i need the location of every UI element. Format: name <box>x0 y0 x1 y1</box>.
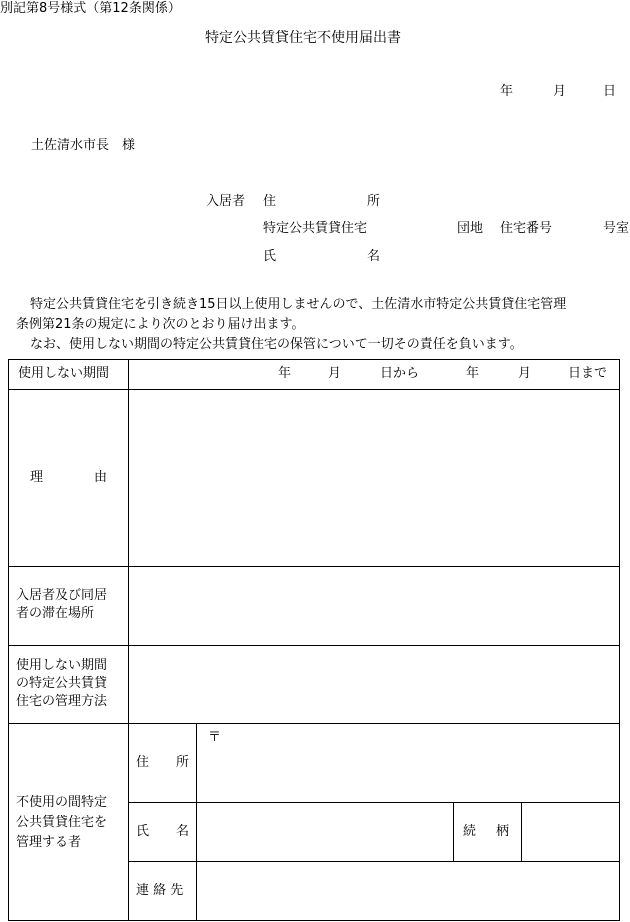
table-border-left <box>8 359 9 921</box>
contact-label: 連 絡 先 <box>136 883 184 898</box>
applicant-room-suffix: 号室 <box>603 221 630 236</box>
period-to-day: 日まで <box>568 366 608 381</box>
applicant-name-label-1: 氏 <box>263 249 277 264</box>
period-from-month: 月 <box>328 366 342 381</box>
management-label-2: の特定公共賃貸 <box>16 676 108 691</box>
date-month-label: 月 <box>553 84 567 99</box>
manager-label-1: 不使用の間特定 <box>16 795 108 810</box>
period-from-day: 日から <box>380 366 420 381</box>
manager-address-field[interactable] <box>197 724 619 802</box>
manager-name-label-2: 名 <box>176 824 190 839</box>
manager-name-field[interactable] <box>197 803 453 861</box>
applicant-address-label-1: 住 <box>263 194 277 209</box>
relation-label-1: 続 <box>463 824 477 839</box>
form-number: 別記第8号様式（第12条関係） <box>0 1 181 16</box>
stay-location-field[interactable] <box>129 567 619 645</box>
reason-label-1: 理 <box>30 470 44 485</box>
period-from-year: 年 <box>278 366 292 381</box>
applicant-room-no-label: 住宅番号 <box>500 221 553 236</box>
form-table <box>8 359 620 921</box>
addressee: 土佐清水市長 様 <box>31 138 136 153</box>
body-text-line-1: 特定公共賃貸住宅を引き続き15日以上使用しませんので、土佐清水市特定公共賃貸住宅管理 <box>30 297 567 312</box>
table-border-right <box>619 359 620 921</box>
applicant-housing-label: 特定公共賃貸住宅 <box>263 221 368 236</box>
manager-label-3: 管理する者 <box>16 835 82 850</box>
manager-address-label-2: 所 <box>176 755 190 770</box>
table-border-bottom <box>8 920 620 921</box>
form-title: 特定公共賃貸住宅不使用届出書 <box>205 30 401 46</box>
table-border-top <box>8 359 620 360</box>
body-text-line-3: なお、使用しない期間の特定公共賃貸住宅の保管について一切その責任を負います。 <box>30 337 523 352</box>
manager-name-label-1: 氏 <box>136 824 150 839</box>
manager-label-2: 公共賃貸住宅を <box>16 815 108 830</box>
management-label-3: 住宅の管理方法 <box>16 694 108 709</box>
period-label: 使用しない期間 <box>18 366 110 381</box>
manager-address-label-1: 住 <box>136 755 150 770</box>
applicant-address-label-2: 所 <box>367 194 381 209</box>
date-day-label: 日 <box>603 84 617 99</box>
applicant-name-label-2: 名 <box>367 249 381 264</box>
relation-field[interactable] <box>522 803 619 861</box>
body-text-line-2: 条例第21条の規定により次のとおり届け出ます。 <box>16 317 305 332</box>
management-label-1: 使用しない期間 <box>16 658 108 673</box>
management-method-field[interactable] <box>129 646 619 723</box>
period-to-year: 年 <box>466 366 480 381</box>
applicant-label: 入居者 <box>206 194 246 209</box>
column-divider <box>453 802 454 861</box>
date-year-label: 年 <box>500 84 514 99</box>
reason-label-2: 由 <box>94 470 108 485</box>
postal-mark: 〒 <box>208 730 222 745</box>
reason-field[interactable] <box>129 390 619 566</box>
stay-location-label-1: 入居者及び同居 <box>16 588 108 603</box>
stay-location-label-2: 者の滞在場所 <box>16 606 95 621</box>
contact-field[interactable] <box>197 862 619 920</box>
relation-label-2: 柄 <box>496 824 510 839</box>
period-to-month: 月 <box>518 366 532 381</box>
applicant-danchi-label: 団地 <box>457 221 484 236</box>
